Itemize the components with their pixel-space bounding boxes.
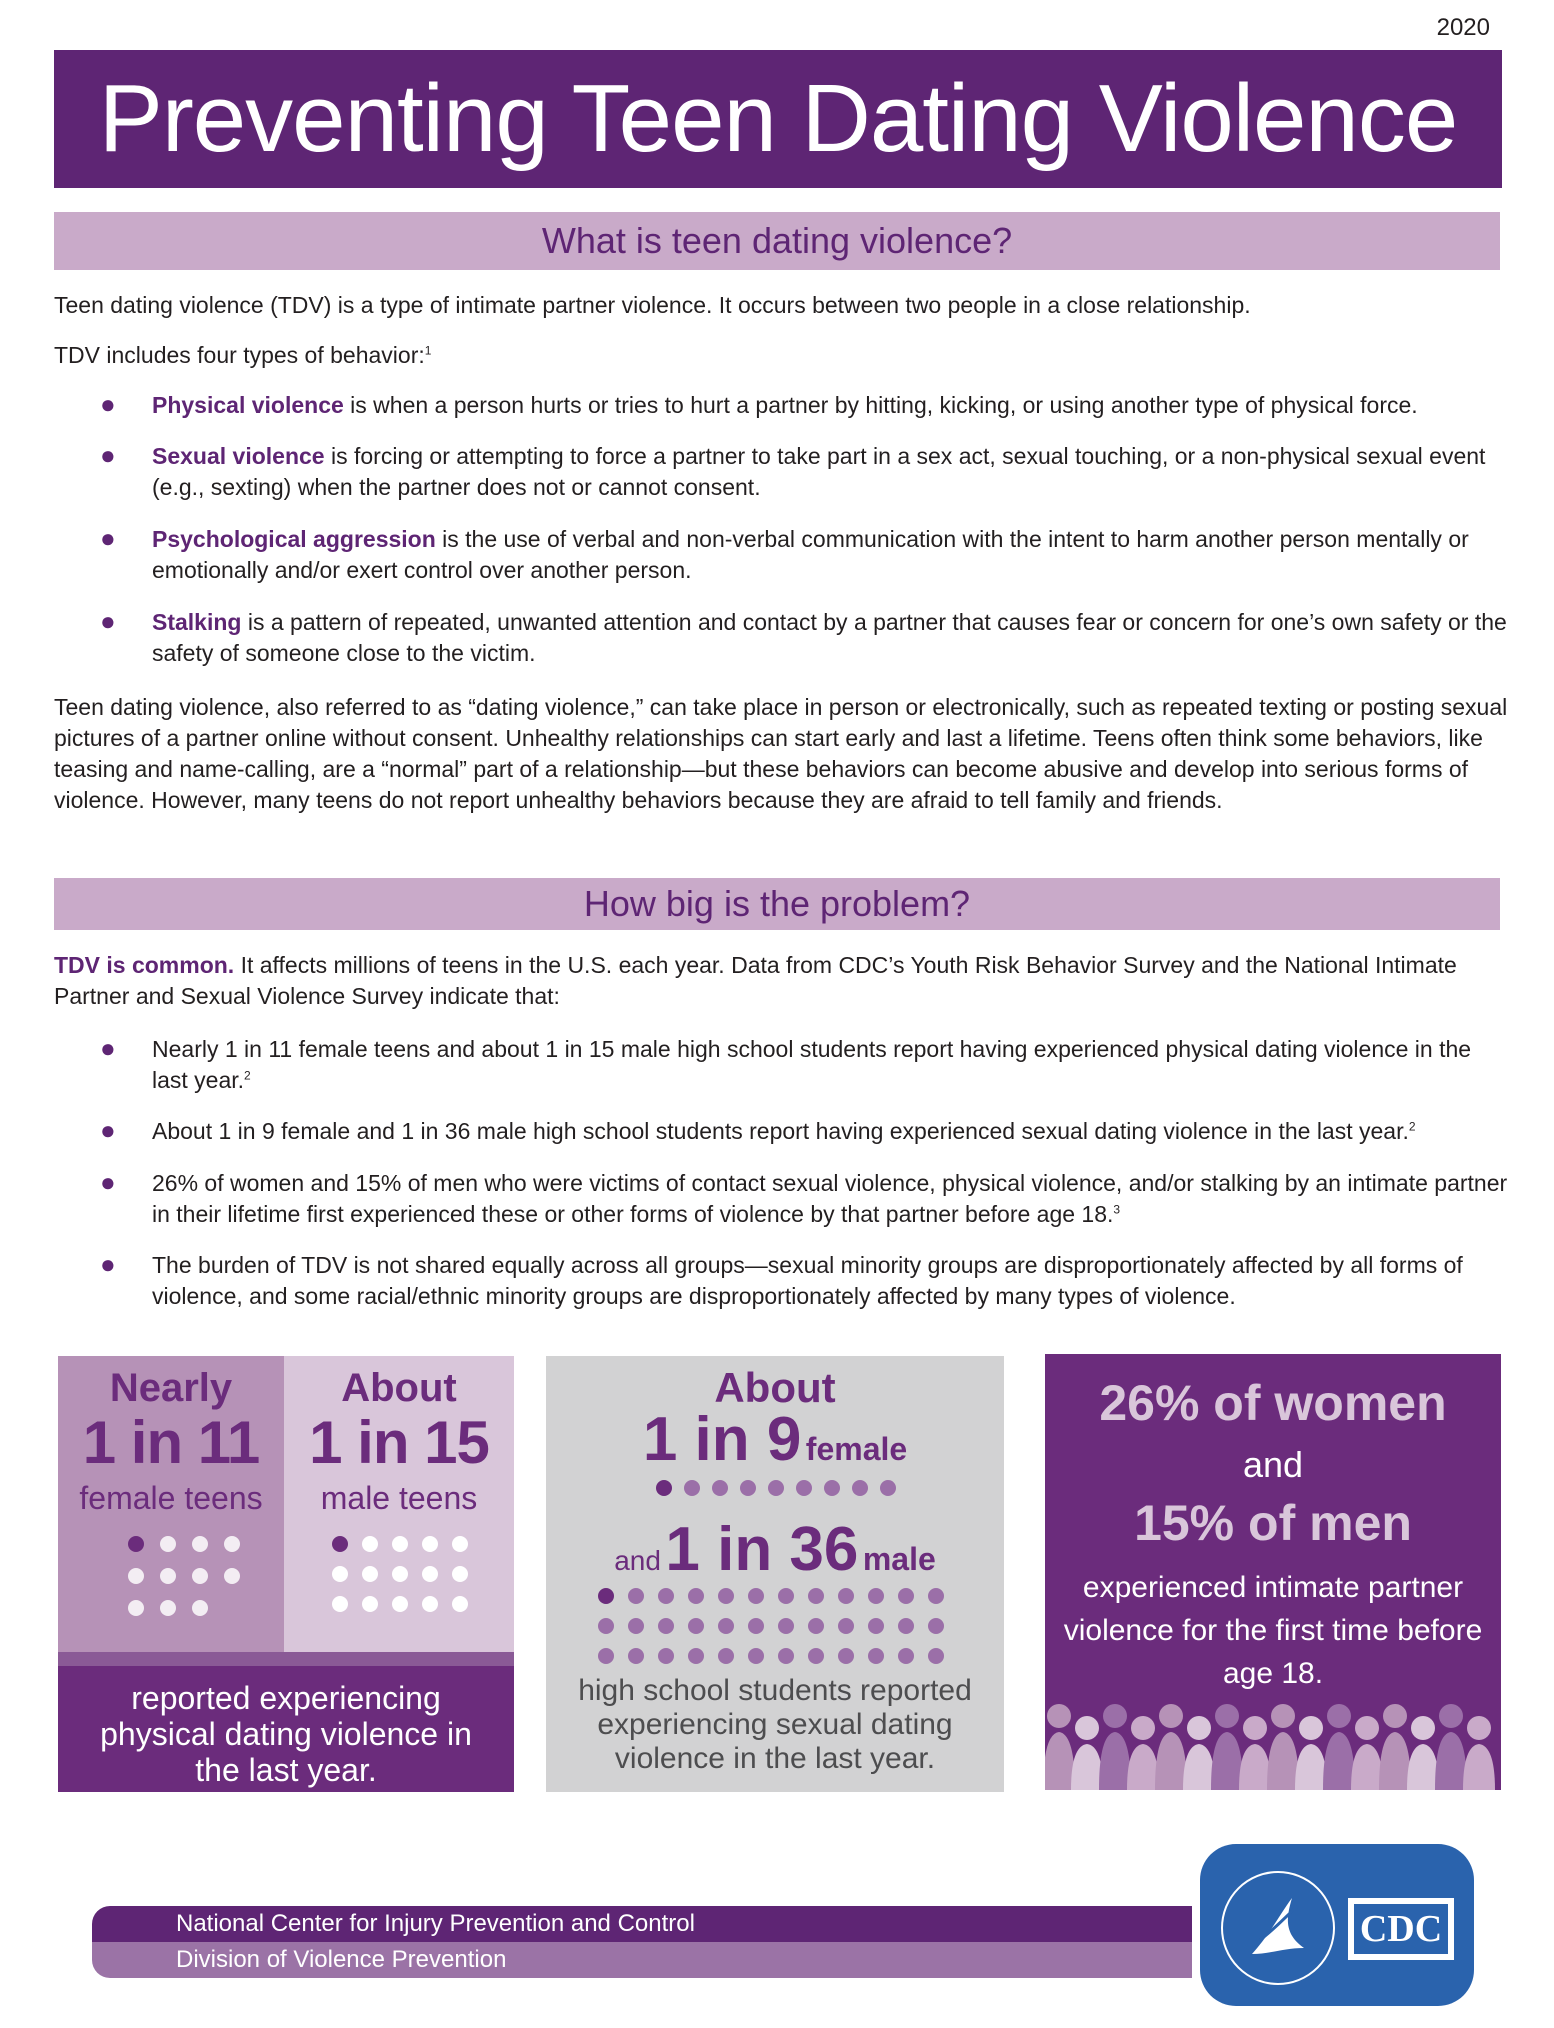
person-body-icon [1099,1732,1131,1790]
footnote-ref: 2 [1408,1119,1416,1134]
stat-text: The burden of TDV is not shared equally across all groups—sexual minority groups are disproportionately affected by all forms of violence, and some racial/ethnic minority groups are disproportionately affected by many types of violence. [152,1252,1463,1309]
bullet-icon: ● [100,606,116,636]
behavior-term: Stalking [152,609,242,635]
person-dot [852,1480,868,1496]
box1-caption-panel [58,1666,514,1792]
person-dot [362,1566,378,1582]
lifetime-violence-infographic [1045,1354,1501,1790]
person-dot [898,1648,914,1664]
male-column [284,1356,514,1652]
lead-term: TDV is common. [54,952,235,978]
sexual-violence-infographic [546,1356,1004,1792]
person-dot [712,1480,728,1496]
section-heading-problem: How big is the problem? [54,878,1500,930]
person-dot [684,1480,700,1496]
person-dot [658,1618,674,1634]
person-dot [224,1536,240,1552]
person-dot [778,1588,794,1604]
person-dot [778,1618,794,1634]
person-head-icon [1467,1716,1491,1740]
bullet-icon: ● [100,1249,116,1279]
footnote-ref: 1 [424,343,432,358]
behavior-description: is a pattern of repeated, unwanted attention and contact by a partner that causes fear or concern for one’s own safety or the safety of someone close to the victim. [152,609,1507,666]
highlight-dot [128,1536,144,1552]
highlight-dot [332,1536,348,1552]
person-head-icon [1411,1716,1435,1740]
person-body-icon [1379,1732,1411,1790]
women-stat: 26% of women [1099,1375,1447,1431]
box2-qualifier: About [714,1364,836,1411]
divider-band [58,1652,514,1666]
person-dot [808,1618,824,1634]
hhs-cdc-logo [1200,1844,1474,2006]
person-head-icon [1131,1716,1155,1740]
person-body-icon [1045,1732,1075,1790]
person-dot [928,1648,944,1664]
person-dot [740,1480,756,1496]
person-dot [748,1648,764,1664]
person-dot [332,1566,348,1582]
types-intro [54,340,1514,371]
person-dot [192,1600,208,1616]
person-dot [362,1596,378,1612]
person-head-icon [1159,1704,1183,1728]
person-dot [688,1648,704,1664]
person-dot [452,1596,468,1612]
person-dot [928,1618,944,1634]
person-dot [688,1588,704,1604]
person-body-icon [1435,1732,1467,1790]
highlight-dot [656,1480,672,1496]
person-dot [598,1618,614,1634]
person-dot [192,1568,208,1584]
box1-caption: reported experiencing physical dating violence in the last year. [100,1680,472,1788]
person-head-icon [1075,1716,1099,1740]
person-dot [748,1588,764,1604]
behavior-term: Physical violence [152,392,344,418]
footnote-ref: 2 [244,1068,251,1083]
person-dot [392,1596,408,1612]
behavior-term: Sexual violence [152,443,325,469]
female-ratio-line [546,1404,1004,1475]
person-dot [688,1618,704,1634]
crowd-silhouette-icon [1045,1690,1501,1790]
person-dot [192,1536,208,1552]
male-group-label: male teens [320,1480,478,1516]
person-dot [718,1588,734,1604]
person-dot [796,1480,812,1496]
person-dot [880,1480,896,1496]
person-dot [128,1568,144,1584]
person-dot [422,1566,438,1582]
stat-text: Nearly 1 in 11 female teens and about 1 in 15 male high school students report having experienced physical dating violence in the last year. [152,1036,1472,1093]
and-label: and [1242,1444,1304,1485]
lead-text: It affects millions of teens in the U.S. each year. Data from CDC’s Youth Risk Behavior Survey and the National Intimate Partner and Sexual Violence Survey indicate that: [54,952,1457,1009]
person-dot [160,1568,176,1584]
bullet-icon: ● [100,440,116,470]
person-dot [898,1588,914,1604]
person-head-icon [1215,1704,1239,1728]
person-dot [928,1588,944,1604]
person-dot [128,1600,144,1616]
men-stat: 15% of men [1134,1495,1412,1551]
footer-division-bar [92,1942,1192,1978]
male-ratio-line [546,1514,1004,1585]
problem-lead [54,950,1514,1012]
box2-caption: high school students reported experiencing sexual dating violence in the last year. [578,1674,972,1775]
person-dot [422,1536,438,1552]
person-dot [628,1618,644,1634]
person-dot [868,1618,884,1634]
person-dot [658,1588,674,1604]
person-dot [452,1536,468,1552]
stat-text: 26% of women and 15% of men who were victims of contact sexual violence, physical violence, and/or stalking by an intimate partner in their lifetime first experienced these or other forms of violence by that partner before age 18. [152,1170,1508,1227]
page-title: Preventing Teen Dating Violence [54,50,1502,188]
person-body-icon [1407,1744,1439,1790]
person-body-icon [1267,1732,1299,1790]
person-body-icon [1155,1732,1187,1790]
male-ratio-36: 1 in 36 [665,1515,859,1584]
footer-center-bar [92,1906,1192,1942]
document-year: 2020 [1436,14,1490,41]
types-intro-text: TDV includes four types of behavior: [54,342,425,368]
highlight-dot [598,1588,614,1604]
female-qualifier: Nearly [109,1366,233,1410]
person-dot [598,1648,614,1664]
person-head-icon [1355,1716,1379,1740]
footer-center-name: National Center for Injury Prevention and Control [176,1910,695,1937]
person-dot [392,1536,408,1552]
person-dot [808,1588,824,1604]
person-body-icon [1323,1732,1355,1790]
person-dot [628,1588,644,1604]
person-dot [838,1588,854,1604]
female-label: female [805,1431,908,1467]
footer-division-name: Division of Violence Prevention [176,1946,507,1973]
person-dot [362,1536,378,1552]
person-dot [452,1566,468,1582]
box3-caption: experienced intimate partner violence for the first time before age 18. [1063,1571,1483,1690]
bullet-icon: ● [100,1115,116,1145]
female-ratio-9: 1 in 9 [642,1405,802,1474]
and-label: and [614,1545,661,1576]
behavior-term: Psychological aggression [152,526,436,552]
person-dot [658,1648,674,1664]
intro-paragraph: Teen dating violence (TDV) is a type of intimate partner violence. It occurs between two people in a close relationship. [54,292,1251,318]
male-label: male [862,1541,936,1577]
person-dot [332,1596,348,1612]
person-head-icon [1439,1704,1463,1728]
female-column [58,1356,284,1652]
bullet-icon: ● [100,1167,116,1197]
cdc-logo-text: CDC [1359,1908,1443,1950]
stat-text: About 1 in 9 female and 1 in 36 male high school students report having experienced sexual dating violence in the last year. [152,1118,1409,1144]
closing-paragraph: Teen dating violence, also referred to as “dating violence,” can take place in person or electronically, such as repeated texting or posting sexual pictures of a partner online without consent. Unhealthy relationships can start early and last a lifetime. Teens often think some behaviors, like teasing and name-calling, are a “normal” part of a relationship—but these behaviors can become abusive and develop into serious forms of violence. However, many teens do not report unhealthy behaviors because they are afraid to tell family and friends. [54,694,1508,813]
person-dot [718,1618,734,1634]
hhs-seal-icon [1200,1844,1474,2006]
person-dot [628,1648,644,1664]
person-dot [868,1588,884,1604]
person-body-icon [1183,1744,1215,1790]
behavior-description: is the use of verbal and non-verbal communication with the intent to harm another person mentally or emotionally and/or exert control over another person. [152,526,1469,583]
female-ratio: 1 in 11 [82,1409,260,1476]
person-dot [824,1480,840,1496]
person-dot [838,1648,854,1664]
person-dot [838,1618,854,1634]
female-group-label: female teens [79,1480,263,1516]
person-body-icon [1239,1744,1271,1790]
physical-violence-infographic [58,1356,514,1792]
person-dot [768,1480,784,1496]
person-head-icon [1243,1716,1267,1740]
person-head-icon [1047,1704,1071,1728]
person-body-icon [1463,1744,1495,1790]
person-dot [422,1596,438,1612]
person-dot [718,1648,734,1664]
person-dot [160,1536,176,1552]
person-body-icon [1351,1744,1383,1790]
behavior-description: is forcing or attempting to force a partner to take part in a sex act, sexual touching, or a non-physical sexual event (e.g., sexting) when the partner does not or cannot consent. [152,443,1486,500]
person-body-icon [1211,1732,1243,1790]
person-dot [808,1648,824,1664]
person-body-icon [1071,1744,1103,1790]
person-body-icon [1295,1744,1327,1790]
person-dot [898,1618,914,1634]
bullet-icon: ● [100,523,116,553]
person-head-icon [1271,1704,1295,1728]
section-heading-what: What is teen dating violence? [54,212,1500,270]
person-dot [160,1600,176,1616]
person-head-icon [1383,1704,1407,1728]
bullet-icon: ● [100,1033,116,1063]
person-dot [868,1648,884,1664]
person-dot [748,1618,764,1634]
person-head-icon [1327,1704,1351,1728]
person-dot [778,1648,794,1664]
male-qualifier: About [341,1366,457,1410]
bullet-icon: ● [100,389,116,419]
person-head-icon [1187,1716,1211,1740]
person-head-icon [1103,1704,1127,1728]
person-dot [224,1568,240,1584]
male-ratio: 1 in 15 [309,1409,489,1476]
behavior-description: is when a person hurts or tries to hurt a partner by hitting, kicking, or using another type of physical force. [343,392,1418,418]
person-head-icon [1299,1716,1323,1740]
person-body-icon [1127,1744,1159,1790]
footnote-ref: 3 [1113,1202,1121,1217]
person-dot [392,1566,408,1582]
